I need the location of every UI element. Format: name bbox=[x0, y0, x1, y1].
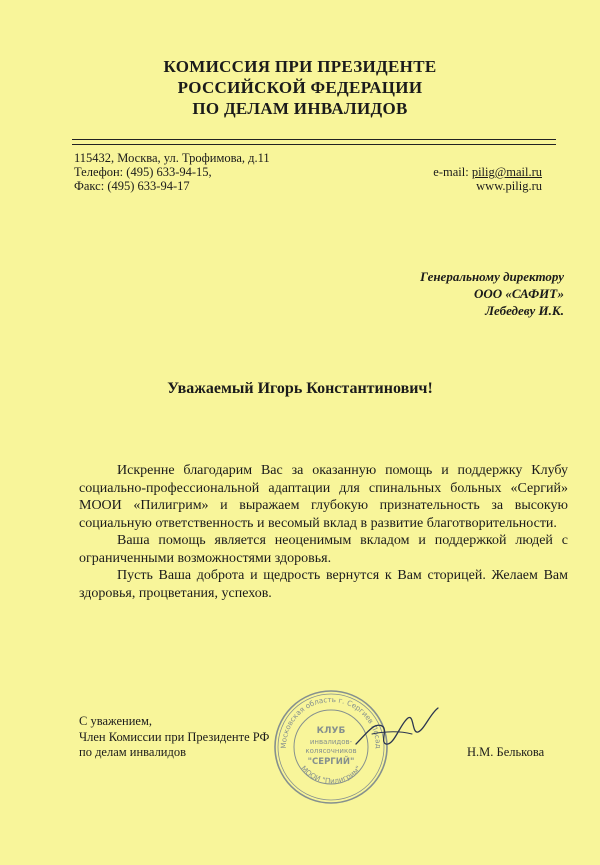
svg-text:МООИ "Пилигрим" bbox=[299, 764, 363, 786]
body-paragraph-1: Искренне благодарим Вас за оказанную помощь и поддержку Клубу социально-профессиональной адаптации для спинальных больных «Сергий» МООИ «Пилигрим» и выражаем глубокую признательность за высокую социальную ответственность и весомый вклад в развитие благотворительности. bbox=[79, 463, 568, 531]
stamp-inner-line-3: колясочников bbox=[305, 747, 357, 755]
signoff-block bbox=[79, 714, 269, 761]
online-contact-block bbox=[433, 165, 542, 193]
stamp-inner-line-4: "СЕРГИЙ" bbox=[307, 757, 355, 767]
signoff-title: Член Комиссии при Президенте РФ bbox=[79, 729, 270, 744]
email-label: e-mail: bbox=[433, 165, 472, 179]
signoff-title-cont: по делам инвалидов bbox=[79, 745, 187, 759]
body-paragraph-3: Пусть Ваша доброта и щедрость вернутся к Вам сторицей. Желаем Вам здоровья, процветания, успехов. bbox=[79, 568, 568, 601]
stamp-inner-line-1: КЛУБ bbox=[316, 726, 346, 736]
body-paragraph-2: Ваша помощь является неоценимым вкладом и поддержкой людей с ограниченными возможностями здоровья. bbox=[79, 533, 568, 566]
website-link[interactable]: www.pilig.ru bbox=[476, 179, 542, 193]
greeting: Уважаемый Игорь Константинович! bbox=[167, 380, 433, 397]
contact-block bbox=[74, 151, 270, 193]
addressee-company: ООО «САФИТ» bbox=[473, 286, 564, 301]
addressee-block bbox=[420, 268, 564, 319]
header-divider-thin bbox=[72, 144, 556, 145]
letter-body bbox=[79, 462, 568, 602]
signer-name: Н.М. Белькова bbox=[467, 745, 545, 759]
header-divider-thick bbox=[72, 139, 556, 140]
stamp-outer-text: Московская область г. Сергиев Посад bbox=[278, 694, 384, 749]
letterhead-line-3: ПО ДЕЛАМ ИНВАЛИДОВ bbox=[192, 99, 408, 118]
phone: Телефон: (495) 633-94-15, bbox=[74, 165, 212, 179]
letterhead-line-1: КОМИССИЯ ПРИ ПРЕЗИДЕНТЕ bbox=[163, 57, 437, 76]
stamp-outer-bottom: МООИ "Пилигрим" bbox=[299, 763, 363, 786]
signoff-closing: С уважением, bbox=[79, 714, 152, 728]
address: 115432, Москва, ул. Трофимова, д.11 bbox=[74, 151, 270, 165]
addressee-position: Генеральному директору bbox=[420, 269, 564, 284]
handwritten-signature bbox=[352, 704, 442, 754]
email-line bbox=[433, 165, 542, 179]
addressee-name: Лебедеву И.К. bbox=[485, 303, 564, 318]
letterhead bbox=[0, 56, 600, 119]
fax: Факс: (495) 633-94-17 bbox=[74, 179, 190, 193]
email-link[interactable]: pilig@mail.ru bbox=[471, 165, 542, 179]
letterhead-line-2: РОССИЙСКОЙ ФЕДЕРАЦИИ bbox=[177, 78, 423, 97]
stamp-inner-line-2: инвалидов- bbox=[309, 738, 353, 746]
